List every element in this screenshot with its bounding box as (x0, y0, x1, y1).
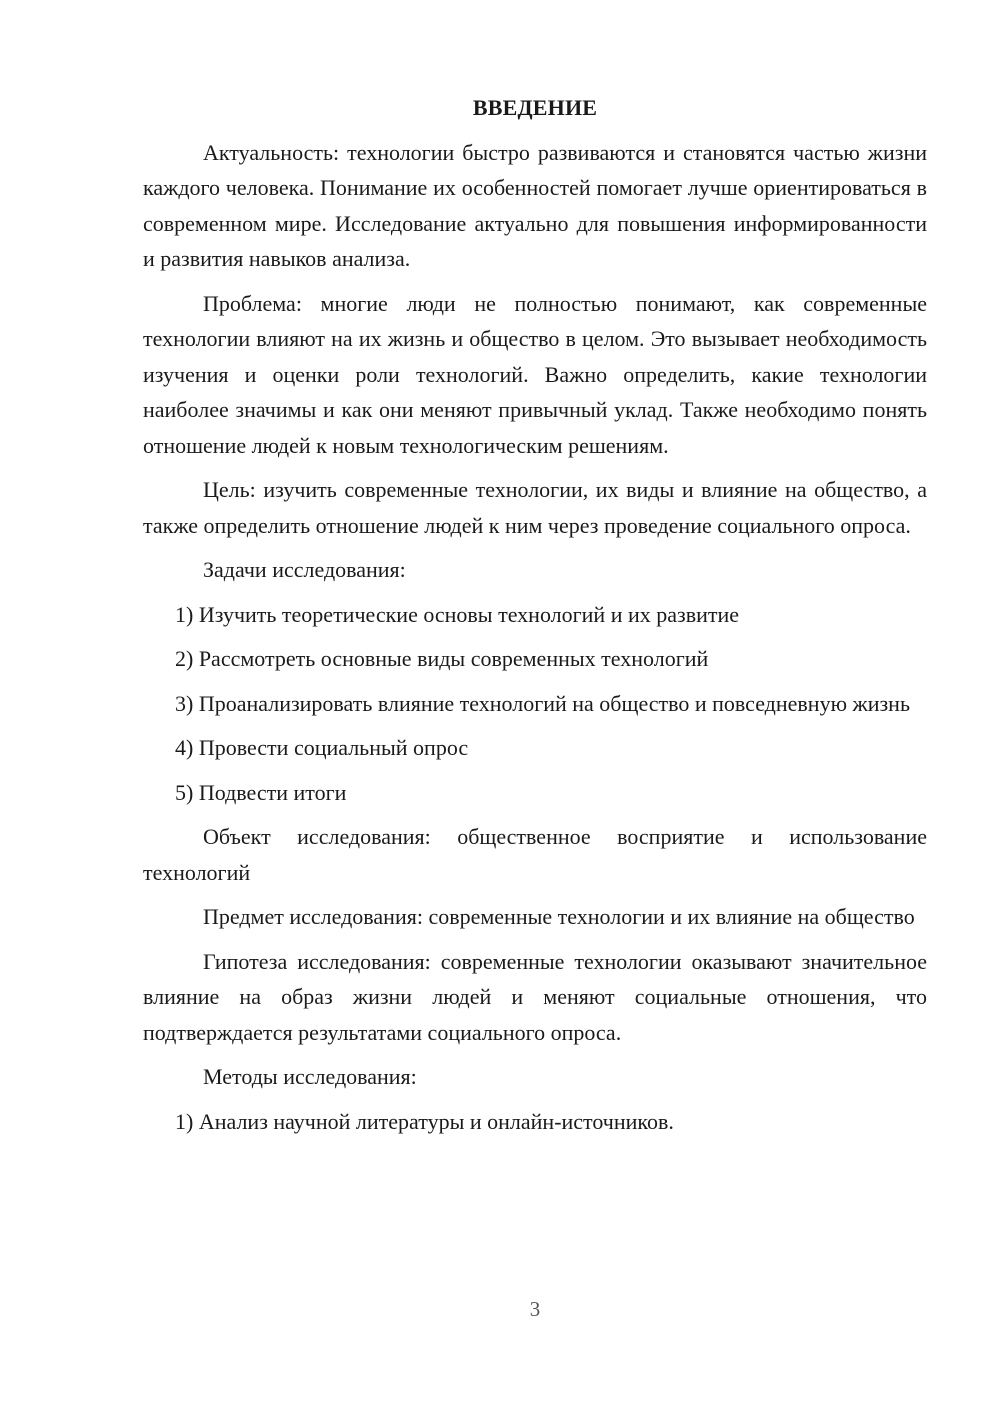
task-item: 5) Подвести итоги (175, 779, 347, 805)
task-item: 2) Рассмотреть основные виды современных технологий (175, 646, 709, 671)
method-item: 1) Анализ научной литературы и онлайн-источников. (175, 1108, 674, 1134)
methods-title: Методы исследования: (203, 1064, 417, 1089)
section-heading: ВВЕДЕНИЕ (472, 95, 598, 120)
task-item: 1) Изучить теоретические основы технологий и их развитие (175, 601, 740, 627)
problem-paragraph: Проблема: многие люди не полностью понимают, как современные технологии влияют на их жизнь и общество в целом. Это вызывает необходимость изучения и оценки роли технологий. Важно определить, какие технологии наиболее значимы и как они меняют привычный уклад. Также необходимо понять отношение людей к новым технологическим решениям. (143, 290, 927, 458)
relevance-paragraph: Актуальность: технологии быстро развиваются и становятся частью жизни каждого человека. Понимание их особенностей помогает лучше ориентироваться в современном мире. Исследование актуально для повышения информированности и развития навыков анализа. (143, 139, 927, 271)
tasks-title: Задачи исследования: (203, 557, 406, 582)
task-item: 3) Проанализировать влияние технологий на общество и повседневную жизнь (175, 690, 910, 716)
task-item: 4) Провести социальный опрос (175, 735, 469, 760)
object-paragraph: Объект исследования: общественное восприятие и использование технологий (143, 824, 927, 885)
subject-paragraph: Предмет исследования: современные технологии и их влияние на общество (203, 904, 915, 929)
hypothesis-paragraph: Гипотеза исследования: современные технологии оказывают значительное влияние на образ жизни людей и меняют социальные отношения, что подтверждается результатами социального опроса. (143, 948, 927, 1045)
document-body (143, 90, 927, 1148)
page-number: 3 (529, 1297, 541, 1321)
goal-paragraph: Цель: изучить современные технологии, их виды и влияние на общество, а также определить отношение людей к ним через проведение социального опроса. (143, 477, 927, 538)
